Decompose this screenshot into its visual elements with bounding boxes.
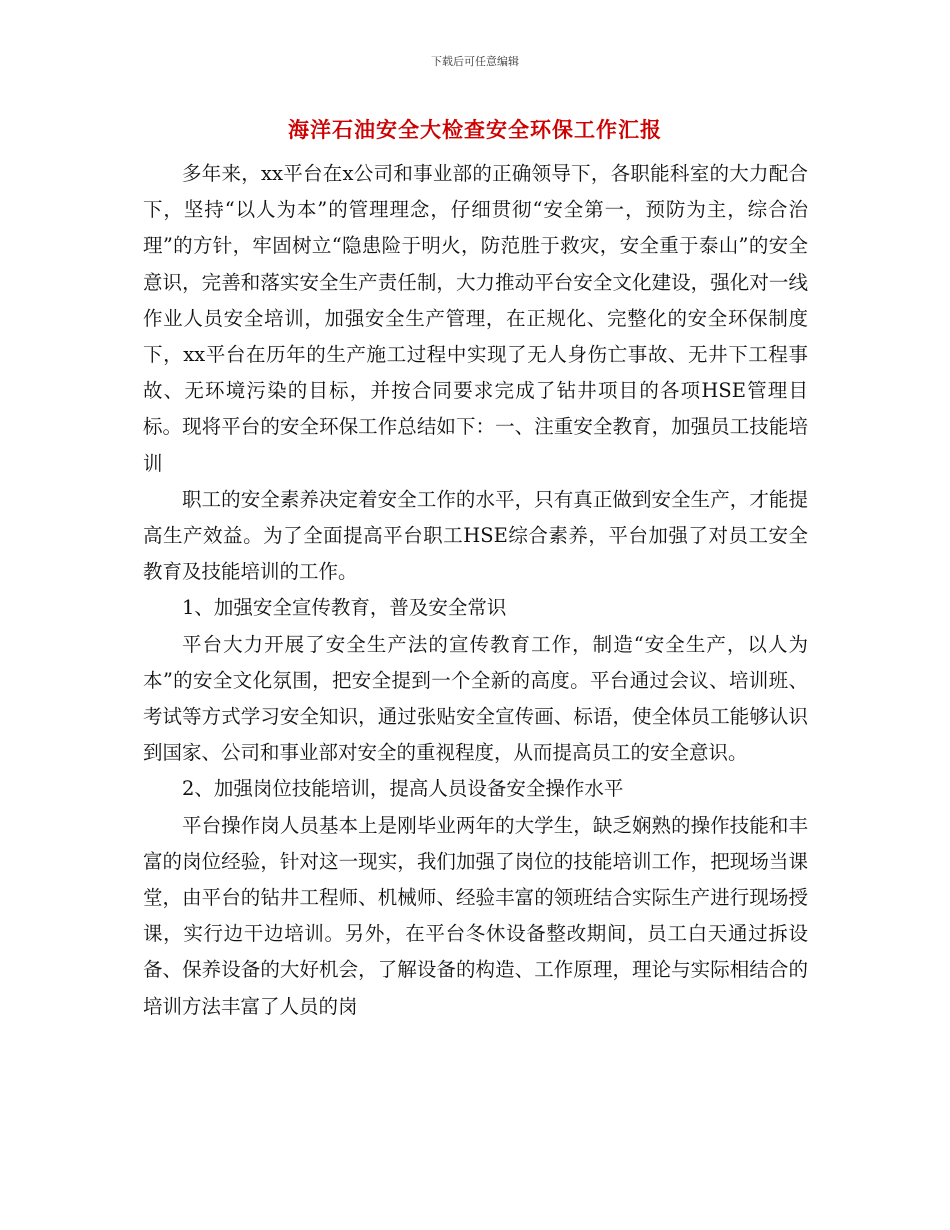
document-body bbox=[143, 156, 808, 1025]
paragraph-safety-quality: 职工的安全素养决定着安全工作的水平，只有真正做到安全生产，才能提高生产效益。为了全面提高平台职工HSE综合素养，平台加强了对员工安全教育及技能培训的工作。 bbox=[143, 487, 808, 584]
paragraph-intro: 多年来，xx平台在x公司和事业部的正确领导下，各职能科室的大力配合下，坚持“以人为本”的管理理念，仔细贯彻“安全第一，预防为主，综合治理”的方针，牢固树立“隐患险于明火，防范胜于救灾，安全重于泰山”的安全意识，完善和落实安全生产责任制，大力推动平台安全文化建设，强化对一线作业人员安全培训，加强安全生产管理，在正规化、完整化的安全环保制度下，xx平台在历年的生产施工过程中实现了无人身伤亡事故、无井下工程事故、无环境污染的目标，并按合同要求完成了钻井项目的各项HSE管理目标。现将平台的安全环保工作总结如下：一、注重安全教育，加强员工技能培训 bbox=[143, 162, 808, 475]
paragraph-training: 平台操作岗人员基本上是刚毕业两年的大学生，缺乏娴熟的操作技能和丰富的岗位经验，针对这一现实，我们加强了岗位的技能培训工作，把现场当课堂，由平台的钻井工程师、机械师、经验丰富的领班结合实际生产进行现场授课，实行边干边培训。另外，在平台冬休设备整改期间，员工白天通过拆设备、保养设备的大好机会，了解设备的构造、工作原理，理论与实际相结合的培训方法丰富了人员的岗 bbox=[143, 813, 808, 1018]
document-title: 海洋石油安全大检查安全环保工作汇报 bbox=[288, 118, 662, 142]
section-heading-2: 2、加强岗位技能培训，提高人员设备安全操作水平 bbox=[182, 777, 624, 801]
section-heading-1: 1、加强安全宣传教育，普及安全常识 bbox=[182, 596, 507, 620]
paragraph-publicity: 平台大力开展了安全生产法的宣传教育工作，制造“安全生产，以人为本”的安全文化氛围，把安全提到一个全新的高度。平台通过会议、培训班、考试等方式学习安全知识，通过张贴安全宣传画、标语，使全体员工能够认识到国家、公司和事业部对安全的重视程度，从而提高员工的安全意识。 bbox=[143, 632, 808, 765]
header-note: 下载后可任意编辑 bbox=[431, 55, 519, 68]
